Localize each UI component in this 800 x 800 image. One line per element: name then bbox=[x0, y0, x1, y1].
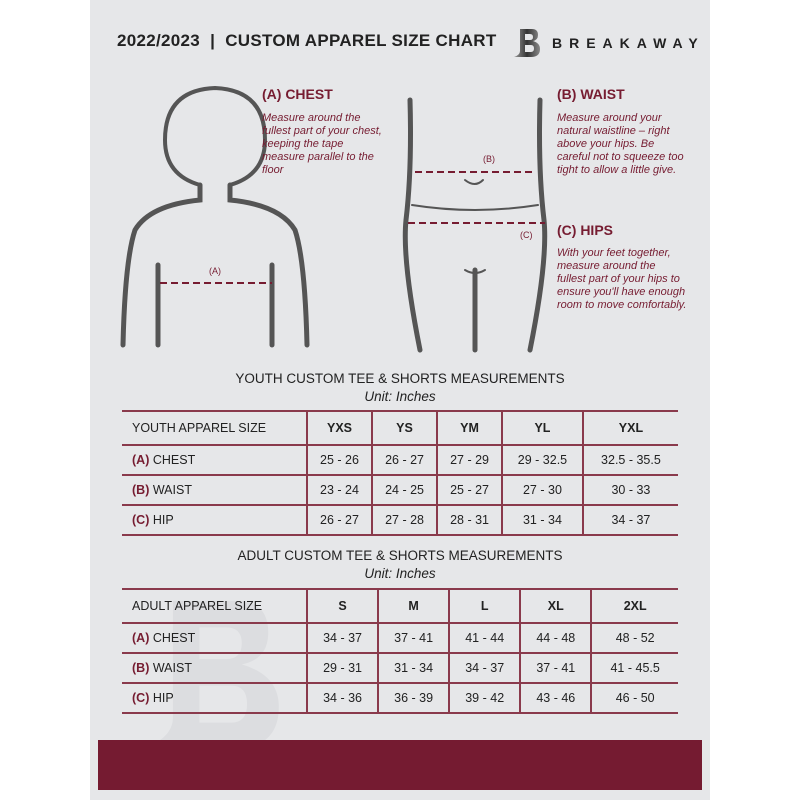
table-header-row bbox=[122, 589, 678, 623]
youth-table-title: YOUTH CUSTOM TEE & SHORTS MEASUREMENTS bbox=[235, 371, 565, 386]
table-row bbox=[122, 445, 678, 475]
table-row bbox=[122, 475, 678, 505]
measurement-label bbox=[122, 445, 307, 475]
table-cell: 36 - 39 bbox=[378, 683, 449, 713]
measurement-code: (C) bbox=[132, 691, 150, 705]
table-row bbox=[122, 653, 678, 683]
adult-unit: Unit: Inches bbox=[364, 566, 436, 581]
table-cell: 28 - 31 bbox=[437, 505, 502, 535]
measurement-label bbox=[122, 475, 307, 505]
adult-size-table bbox=[122, 588, 678, 714]
table-row bbox=[122, 505, 678, 535]
table-cell: 31 - 34 bbox=[502, 505, 583, 535]
table-cell: 27 - 29 bbox=[437, 445, 502, 475]
waist-instructions: Measure around your natural waistline – right above your hips. Be careful not to squeeze too tight to allow a little give. bbox=[557, 112, 684, 176]
table-cell: 29 - 31 bbox=[307, 653, 378, 683]
chest-marker: (A) bbox=[209, 266, 221, 276]
table-cell: 30 - 33 bbox=[583, 475, 678, 505]
measurement-name: HIP bbox=[152, 691, 174, 705]
measurement-label bbox=[122, 653, 307, 683]
measurement-name: WAIST bbox=[152, 661, 192, 675]
table-cell: 26 - 27 bbox=[307, 505, 372, 535]
table-cell: 27 - 30 bbox=[502, 475, 583, 505]
table-cell: 27 - 28 bbox=[372, 505, 437, 535]
table-cell: 41 - 44 bbox=[449, 623, 520, 653]
measurement-code: (A) bbox=[132, 453, 150, 467]
table-header-row bbox=[122, 411, 678, 445]
waist-heading: (B) WAIST bbox=[557, 86, 625, 102]
size-header: YL bbox=[502, 411, 583, 445]
table-cell: 32.5 - 35.5 bbox=[583, 445, 678, 475]
hips-instructions: With your feet together, measure around the fullest part of your hips to ensure you'll have enough room to move comfortably. bbox=[557, 247, 687, 311]
size-header: L bbox=[449, 589, 520, 623]
chest-heading: (A) CHEST bbox=[262, 86, 333, 102]
table-cell: 26 - 27 bbox=[372, 445, 437, 475]
size-label: ADULT APPAREL SIZE bbox=[122, 589, 307, 623]
measurement-label bbox=[122, 623, 307, 653]
table-cell: 24 - 25 bbox=[372, 475, 437, 505]
measurement-code: (B) bbox=[132, 483, 150, 497]
measurement-label bbox=[122, 683, 307, 713]
chest-instructions: Measure around the fullest part of your chest, keeping the tape measure parallel to the floor bbox=[262, 112, 382, 176]
hips-heading: (C) HIPS bbox=[557, 222, 613, 238]
table-row bbox=[122, 683, 678, 713]
table-cell: 29 - 32.5 bbox=[502, 445, 583, 475]
adult-table-title: ADULT CUSTOM TEE & SHORTS MEASUREMENTS bbox=[237, 548, 563, 563]
measurement-name: HIP bbox=[152, 513, 174, 527]
size-header: M bbox=[378, 589, 449, 623]
measurement-name: WAIST bbox=[152, 483, 192, 497]
measurement-code: (A) bbox=[132, 631, 150, 645]
size-header: S bbox=[307, 589, 378, 623]
table-cell: 44 - 48 bbox=[520, 623, 591, 653]
table-cell: 31 - 34 bbox=[378, 653, 449, 683]
measurement-code: (B) bbox=[132, 661, 150, 675]
table-cell: 43 - 46 bbox=[520, 683, 591, 713]
table-cell: 34 - 37 bbox=[307, 623, 378, 653]
youth-unit: Unit: Inches bbox=[364, 389, 436, 404]
table-cell: 46 - 50 bbox=[591, 683, 678, 713]
hips-marker: (C) bbox=[520, 230, 533, 240]
table-cell: 34 - 37 bbox=[449, 653, 520, 683]
size-label: YOUTH APPAREL SIZE bbox=[122, 411, 307, 445]
measurement-name: CHEST bbox=[152, 631, 196, 645]
table-cell: 37 - 41 bbox=[378, 623, 449, 653]
table-cell: 41 - 45.5 bbox=[591, 653, 678, 683]
size-header: 2XL bbox=[591, 589, 678, 623]
table-cell: 23 - 24 bbox=[307, 475, 372, 505]
size-header: XL bbox=[520, 589, 591, 623]
size-header: YXL bbox=[583, 411, 678, 445]
table-cell: 37 - 41 bbox=[520, 653, 591, 683]
brand-name: BREAKAWAY bbox=[552, 35, 705, 51]
table-cell: 39 - 42 bbox=[449, 683, 520, 713]
measurement-label bbox=[122, 505, 307, 535]
measurement-name: CHEST bbox=[152, 453, 196, 467]
footer-bar bbox=[98, 740, 702, 790]
waist-marker: (B) bbox=[483, 154, 495, 164]
table-cell: 34 - 37 bbox=[583, 505, 678, 535]
table-row bbox=[122, 623, 678, 653]
table-cell: 34 - 36 bbox=[307, 683, 378, 713]
size-chart-page bbox=[90, 0, 710, 800]
table-cell: 25 - 26 bbox=[307, 445, 372, 475]
measurement-code: (C) bbox=[132, 513, 150, 527]
table-cell: 25 - 27 bbox=[437, 475, 502, 505]
youth-size-table bbox=[122, 410, 678, 536]
table-cell: 48 - 52 bbox=[591, 623, 678, 653]
size-header: YXS bbox=[307, 411, 372, 445]
size-header: YS bbox=[372, 411, 437, 445]
size-header: YM bbox=[437, 411, 502, 445]
page-title: 2022/2023 | CUSTOM APPAREL SIZE CHART bbox=[117, 31, 497, 50]
